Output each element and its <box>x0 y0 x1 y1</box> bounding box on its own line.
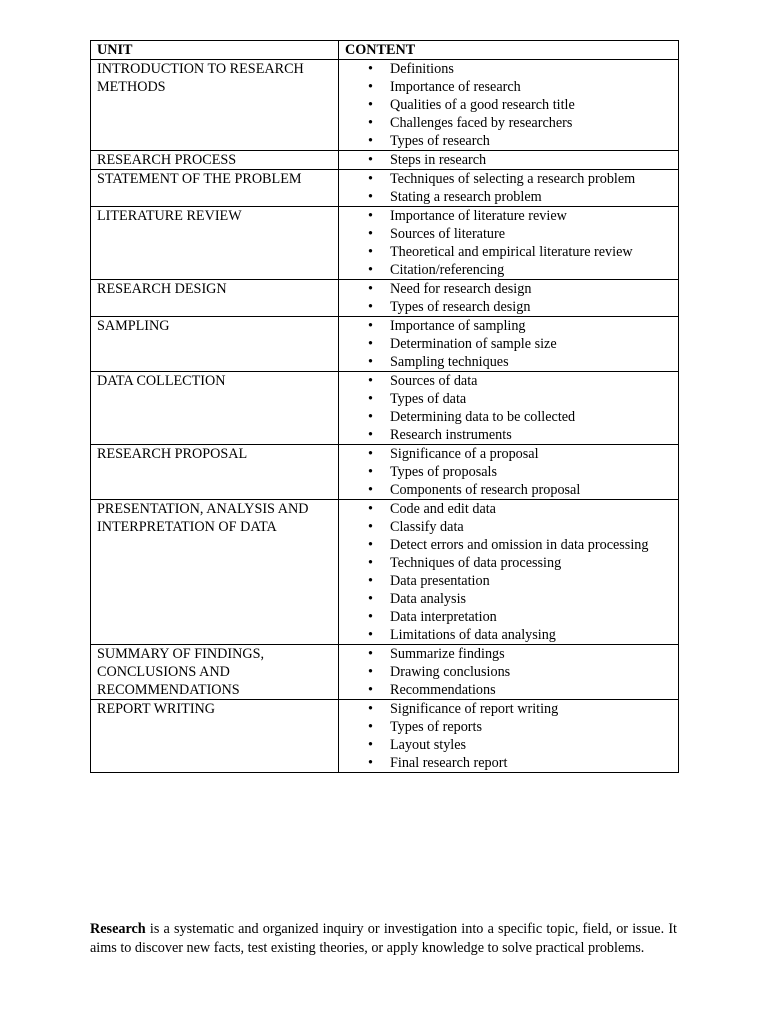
table-row <box>91 645 679 700</box>
list-item <box>345 261 672 279</box>
list-item <box>345 681 672 699</box>
list-item-text: Final research report <box>390 755 508 771</box>
list-item <box>345 188 672 206</box>
research-term: Research <box>90 921 146 938</box>
list-item <box>345 572 672 590</box>
bullet-icon: • <box>368 391 373 407</box>
bullet-icon: • <box>368 464 373 480</box>
content-list <box>345 151 672 169</box>
bullet-icon: • <box>368 244 373 260</box>
list-item-text: Recommendations <box>390 682 496 698</box>
list-item-text: Stating a research problem <box>390 189 542 205</box>
content-cell <box>339 280 679 317</box>
list-item <box>345 445 672 463</box>
list-item-text: Importance of sampling <box>390 318 526 334</box>
table-row <box>91 317 679 372</box>
list-item <box>345 96 672 114</box>
bullet-icon: • <box>368 427 373 443</box>
bullet-icon: • <box>368 501 373 517</box>
bullet-icon: • <box>368 646 373 662</box>
list-item-text: Steps in research <box>390 152 487 168</box>
table-row <box>91 500 679 645</box>
unit-cell: STATEMENT OF THE PROBLEM <box>91 170 339 207</box>
list-item <box>345 663 672 681</box>
bullet-icon: • <box>368 573 373 589</box>
list-item <box>345 298 672 316</box>
content-list <box>345 700 672 772</box>
bullet-icon: • <box>368 446 373 462</box>
unit-cell: PRESENTATION, ANALYSIS AND INTERPRETATION OF DATA <box>91 500 339 645</box>
bullet-icon: • <box>368 97 373 113</box>
list-item-text: Types of proposals <box>390 464 497 480</box>
content-list <box>345 207 672 279</box>
unit-cell: REPORT WRITING <box>91 700 339 773</box>
bullet-icon: • <box>368 755 373 771</box>
bullet-icon: • <box>368 609 373 625</box>
unit-cell: INTRODUCTION TO RESEARCH METHODS <box>91 60 339 151</box>
list-item <box>345 608 672 626</box>
list-item-text: Techniques of data processing <box>390 555 562 571</box>
list-item-text: Citation/referencing <box>390 262 505 278</box>
content-list <box>345 645 672 699</box>
list-item-text: Data presentation <box>390 573 490 589</box>
content-list <box>345 500 672 644</box>
list-item-text: Drawing conclusions <box>390 664 511 680</box>
list-item <box>345 243 672 261</box>
bullet-icon: • <box>368 354 373 370</box>
list-item-text: Sources of data <box>390 373 478 389</box>
list-item-text: Qualities of a good research title <box>390 97 575 113</box>
list-item-text: Significance of a proposal <box>390 446 539 462</box>
content-list <box>345 317 672 371</box>
list-item-text: Limitations of data analysing <box>390 627 556 643</box>
list-item-text: Need for research design <box>390 281 532 297</box>
research-definition-paragraph <box>90 920 677 957</box>
content-list <box>345 445 672 499</box>
list-item-text: Sources of literature <box>390 226 506 242</box>
list-item <box>345 590 672 608</box>
research-definition-text: is a systematic and organized inquiry or investigation into a specific topic, field, or issue. It aims to discover new facts, test existing theories, or apply knowledge to solve practical problems. <box>90 921 677 956</box>
list-item-text: Challenges faced by researchers <box>390 115 573 131</box>
bullet-icon: • <box>368 281 373 297</box>
content-cell <box>339 207 679 280</box>
list-item-text: Types of reports <box>390 719 482 735</box>
list-item-text: Data interpretation <box>390 609 497 625</box>
content-cell <box>339 60 679 151</box>
list-item <box>345 280 672 298</box>
table-row <box>91 372 679 445</box>
bullet-icon: • <box>368 336 373 352</box>
list-item <box>345 317 672 335</box>
list-item-text: Types of data <box>390 391 467 407</box>
list-item-text: Sampling techniques <box>390 354 509 370</box>
list-item-text: Importance of research <box>390 79 521 95</box>
list-item <box>345 170 672 188</box>
list-item-text: Classify data <box>390 519 464 535</box>
list-item <box>345 554 672 572</box>
bullet-icon: • <box>368 537 373 553</box>
content-cell <box>339 645 679 700</box>
content-cell <box>339 170 679 207</box>
list-item <box>345 207 672 225</box>
list-item <box>345 626 672 644</box>
table-header-row <box>91 41 679 60</box>
content-list <box>345 60 672 150</box>
list-item-text: Research instruments <box>390 427 512 443</box>
unit-cell: RESEARCH PROCESS <box>91 151 339 170</box>
list-item <box>345 736 672 754</box>
list-item-text: Summarize findings <box>390 646 505 662</box>
bullet-icon: • <box>368 555 373 571</box>
list-item <box>345 225 672 243</box>
bullet-icon: • <box>368 262 373 278</box>
unit-cell: RESEARCH PROPOSAL <box>91 445 339 500</box>
bullet-icon: • <box>368 682 373 698</box>
list-item <box>345 60 672 78</box>
list-item-text: Layout styles <box>390 737 467 753</box>
list-item <box>345 408 672 426</box>
table-row <box>91 207 679 280</box>
bullet-icon: • <box>368 208 373 224</box>
content-cell <box>339 372 679 445</box>
list-item <box>345 390 672 408</box>
bullet-icon: • <box>368 152 373 168</box>
bullet-icon: • <box>368 226 373 242</box>
unit-cell: DATA COLLECTION <box>91 372 339 445</box>
list-item <box>345 700 672 718</box>
list-item <box>345 536 672 554</box>
list-item <box>345 463 672 481</box>
list-item-text: Data analysis <box>390 591 467 607</box>
unit-cell: RESEARCH DESIGN <box>91 280 339 317</box>
unit-cell: LITERATURE REVIEW <box>91 207 339 280</box>
content-list <box>345 372 672 444</box>
list-item <box>345 645 672 663</box>
bullet-icon: • <box>368 299 373 315</box>
list-item <box>345 481 672 499</box>
bullet-icon: • <box>368 482 373 498</box>
table-row <box>91 60 679 151</box>
list-item <box>345 353 672 371</box>
list-item <box>345 718 672 736</box>
bullet-icon: • <box>368 318 373 334</box>
list-item-text: Components of research proposal <box>390 482 581 498</box>
list-item <box>345 426 672 444</box>
list-item-text: Techniques of selecting a research problem <box>390 171 636 187</box>
bullet-icon: • <box>368 719 373 735</box>
content-cell <box>339 700 679 773</box>
list-item <box>345 500 672 518</box>
table-row <box>91 280 679 317</box>
unit-cell: SAMPLING <box>91 317 339 372</box>
content-list <box>345 280 672 316</box>
list-item-text: Determining data to be collected <box>390 409 576 425</box>
table-body <box>91 60 679 773</box>
list-item-text: Importance of literature review <box>390 208 567 224</box>
list-item <box>345 114 672 132</box>
list-item <box>345 151 672 169</box>
unit-cell: SUMMARY OF FINDINGS, CONCLUSIONS AND RECOMMENDATIONS <box>91 645 339 700</box>
list-item-text: Types of research <box>390 133 490 149</box>
list-item-text: Types of research design <box>390 299 531 315</box>
table-row <box>91 700 679 773</box>
list-item-text: Definitions <box>390 61 454 77</box>
list-item-text: Theoretical and empirical literature review <box>390 244 633 260</box>
list-item <box>345 372 672 390</box>
list-item <box>345 78 672 96</box>
content-cell <box>339 500 679 645</box>
bullet-icon: • <box>368 737 373 753</box>
bullet-icon: • <box>368 133 373 149</box>
list-item-text: Detect errors and omission in data processing <box>390 537 649 553</box>
list-item <box>345 132 672 150</box>
list-item <box>345 754 672 772</box>
table-row <box>91 445 679 500</box>
bullet-icon: • <box>368 189 373 205</box>
bullet-icon: • <box>368 115 373 131</box>
list-item <box>345 518 672 536</box>
content-list <box>345 170 672 206</box>
table-row <box>91 170 679 207</box>
list-item-text: Significance of report writing <box>390 701 559 717</box>
unit-column-header: UNIT <box>91 41 339 60</box>
bullet-icon: • <box>368 61 373 77</box>
content-cell <box>339 317 679 372</box>
list-item-text: Determination of sample size <box>390 336 557 352</box>
bullet-icon: • <box>368 373 373 389</box>
list-item-text: Code and edit data <box>390 501 496 517</box>
content-cell <box>339 445 679 500</box>
bullet-icon: • <box>368 79 373 95</box>
units-table <box>90 40 679 773</box>
bullet-icon: • <box>368 409 373 425</box>
bullet-icon: • <box>368 591 373 607</box>
content-cell <box>339 151 679 170</box>
table-row <box>91 151 679 170</box>
content-column-header: CONTENT <box>339 41 679 60</box>
bullet-icon: • <box>368 664 373 680</box>
bullet-icon: • <box>368 519 373 535</box>
list-item <box>345 335 672 353</box>
bullet-icon: • <box>368 627 373 643</box>
bullet-icon: • <box>368 701 373 717</box>
bullet-icon: • <box>368 171 373 187</box>
